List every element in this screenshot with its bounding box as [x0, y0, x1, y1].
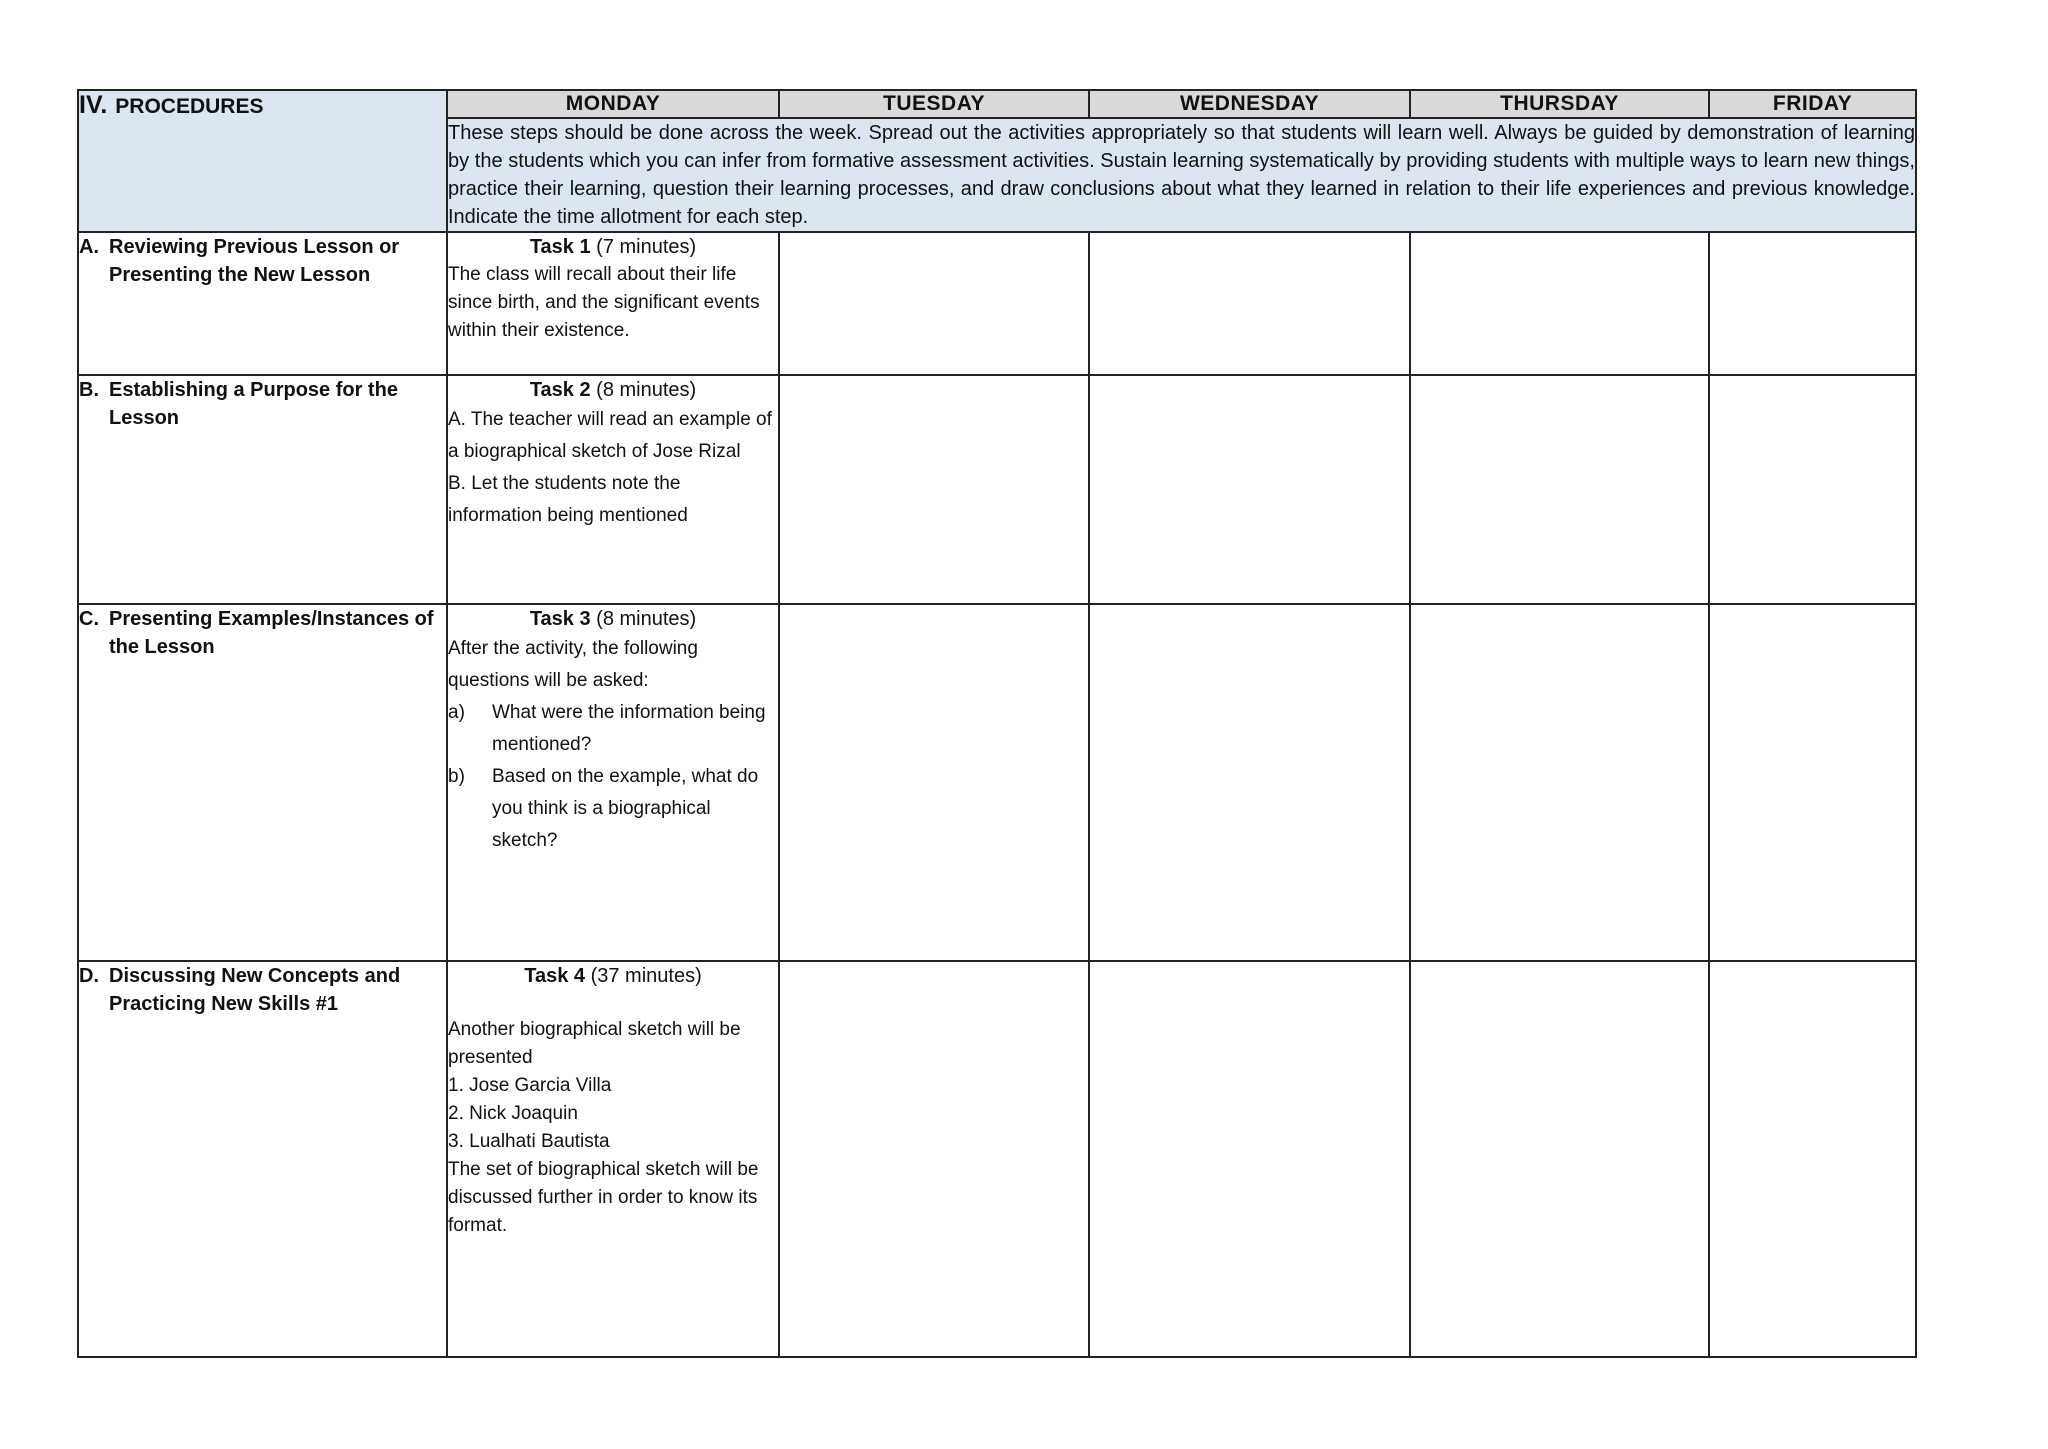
- monday-task-2: [447, 375, 779, 604]
- step-title: Discussing New Concepts and Practicing New Skills #1: [109, 965, 401, 1015]
- step-letter: C.: [79, 608, 99, 630]
- task-heading: [448, 376, 778, 404]
- friday-cell: [1709, 961, 1916, 1357]
- task-heading: [448, 962, 778, 990]
- list-item: 3. Lualhati Bautista: [448, 1131, 610, 1152]
- table-row: [78, 375, 1916, 604]
- list-item: 1. Jose Garcia Villa: [448, 1075, 612, 1096]
- step-d-cell: [78, 961, 447, 1357]
- monday-task-1: [447, 232, 779, 375]
- task-time: (8 minutes): [596, 379, 697, 401]
- thursday-cell: [1410, 232, 1709, 375]
- tuesday-cell: [779, 961, 1089, 1357]
- day-header-thursday: THURSDAY: [1410, 90, 1709, 118]
- step-title: Presenting Examples/Instances of the Lesson: [109, 608, 434, 658]
- table-row: [78, 604, 1916, 961]
- friday-cell: [1709, 375, 1916, 604]
- task-label: Task 4: [524, 965, 586, 987]
- question-text: Based on the example, what do you think is a biographical sketch?: [492, 766, 759, 851]
- task-text: B. Let the students note the information being mentioned: [448, 473, 688, 526]
- tuesday-cell: [779, 232, 1089, 375]
- roman-numeral: IV.: [79, 91, 108, 119]
- tuesday-cell: [779, 604, 1089, 961]
- table-row: [78, 232, 1916, 375]
- wednesday-cell: [1089, 232, 1410, 375]
- task-text: The class will recall about their life since birth, and the significant events within their existence.: [448, 264, 760, 341]
- day-header-friday: FRIDAY: [1709, 90, 1916, 118]
- task-label: Task 3: [529, 608, 591, 630]
- thursday-cell: [1410, 961, 1709, 1357]
- friday-cell: [1709, 604, 1916, 961]
- friday-cell: [1709, 232, 1916, 375]
- list-item: [448, 697, 778, 761]
- task-label: Task 2: [529, 379, 591, 401]
- step-a-cell: [78, 232, 447, 375]
- task-text: The set of biographical sketch will be discussed further in order to know its format.: [448, 1159, 759, 1236]
- wednesday-cell: [1089, 961, 1410, 1357]
- day-header-tuesday: TUESDAY: [779, 90, 1089, 118]
- question-marker: a): [448, 702, 465, 723]
- task-text: Another biographical sketch will be presented: [448, 1019, 741, 1068]
- procedures-label: PROCEDURES: [115, 95, 264, 118]
- task-heading: [448, 233, 778, 261]
- monday-task-4: [447, 961, 779, 1357]
- monday-task-3: [447, 604, 779, 961]
- list-item: [448, 761, 778, 857]
- task-time: (8 minutes): [596, 608, 697, 630]
- wednesday-cell: [1089, 375, 1410, 604]
- thursday-cell: [1410, 604, 1709, 961]
- step-title: Reviewing Previous Lesson or Presenting the New Lesson: [109, 236, 400, 286]
- procedures-heading: [78, 90, 447, 232]
- step-title: Establishing a Purpose for the Lesson: [109, 379, 398, 429]
- list-item: 2. Nick Joaquin: [448, 1103, 578, 1124]
- step-b-cell: [78, 375, 447, 604]
- task-time: (7 minutes): [596, 236, 697, 258]
- header-row: [78, 90, 1916, 118]
- task-text: After the activity, the following questions will be asked:: [448, 638, 698, 691]
- thursday-cell: [1410, 375, 1709, 604]
- question-text: What were the information being mentioned?: [492, 702, 766, 755]
- tuesday-cell: [779, 375, 1089, 604]
- step-letter: A.: [79, 236, 99, 258]
- question-marker: b): [448, 766, 465, 787]
- task-time: (37 minutes): [590, 965, 702, 987]
- task-label: Task 1: [529, 236, 591, 258]
- procedures-table: [77, 89, 1917, 1358]
- procedures-intro: These steps should be done across the week. Spread out the activities appropriately so that students will learn well. Always be guided by demonstration of learning by the students which you can infer from formative assessment activities. Sustain learning systematically by providing students with multiple ways to learn new things, practice their learning, question their learning processes, and draw conclusions about what they learned in relation to their life experiences and previous knowledge. Indicate the time allotment for each step.: [447, 118, 1916, 232]
- day-header-wednesday: WEDNESDAY: [1089, 90, 1410, 118]
- day-header-monday: MONDAY: [447, 90, 779, 118]
- wednesday-cell: [1089, 604, 1410, 961]
- step-c-cell: [78, 604, 447, 961]
- task-heading: [448, 605, 778, 633]
- step-letter: D.: [79, 965, 99, 987]
- table-row: [78, 961, 1916, 1357]
- task-text: A. The teacher will read an example of a biographical sketch of Jose Rizal: [448, 409, 772, 462]
- step-letter: B.: [79, 379, 99, 401]
